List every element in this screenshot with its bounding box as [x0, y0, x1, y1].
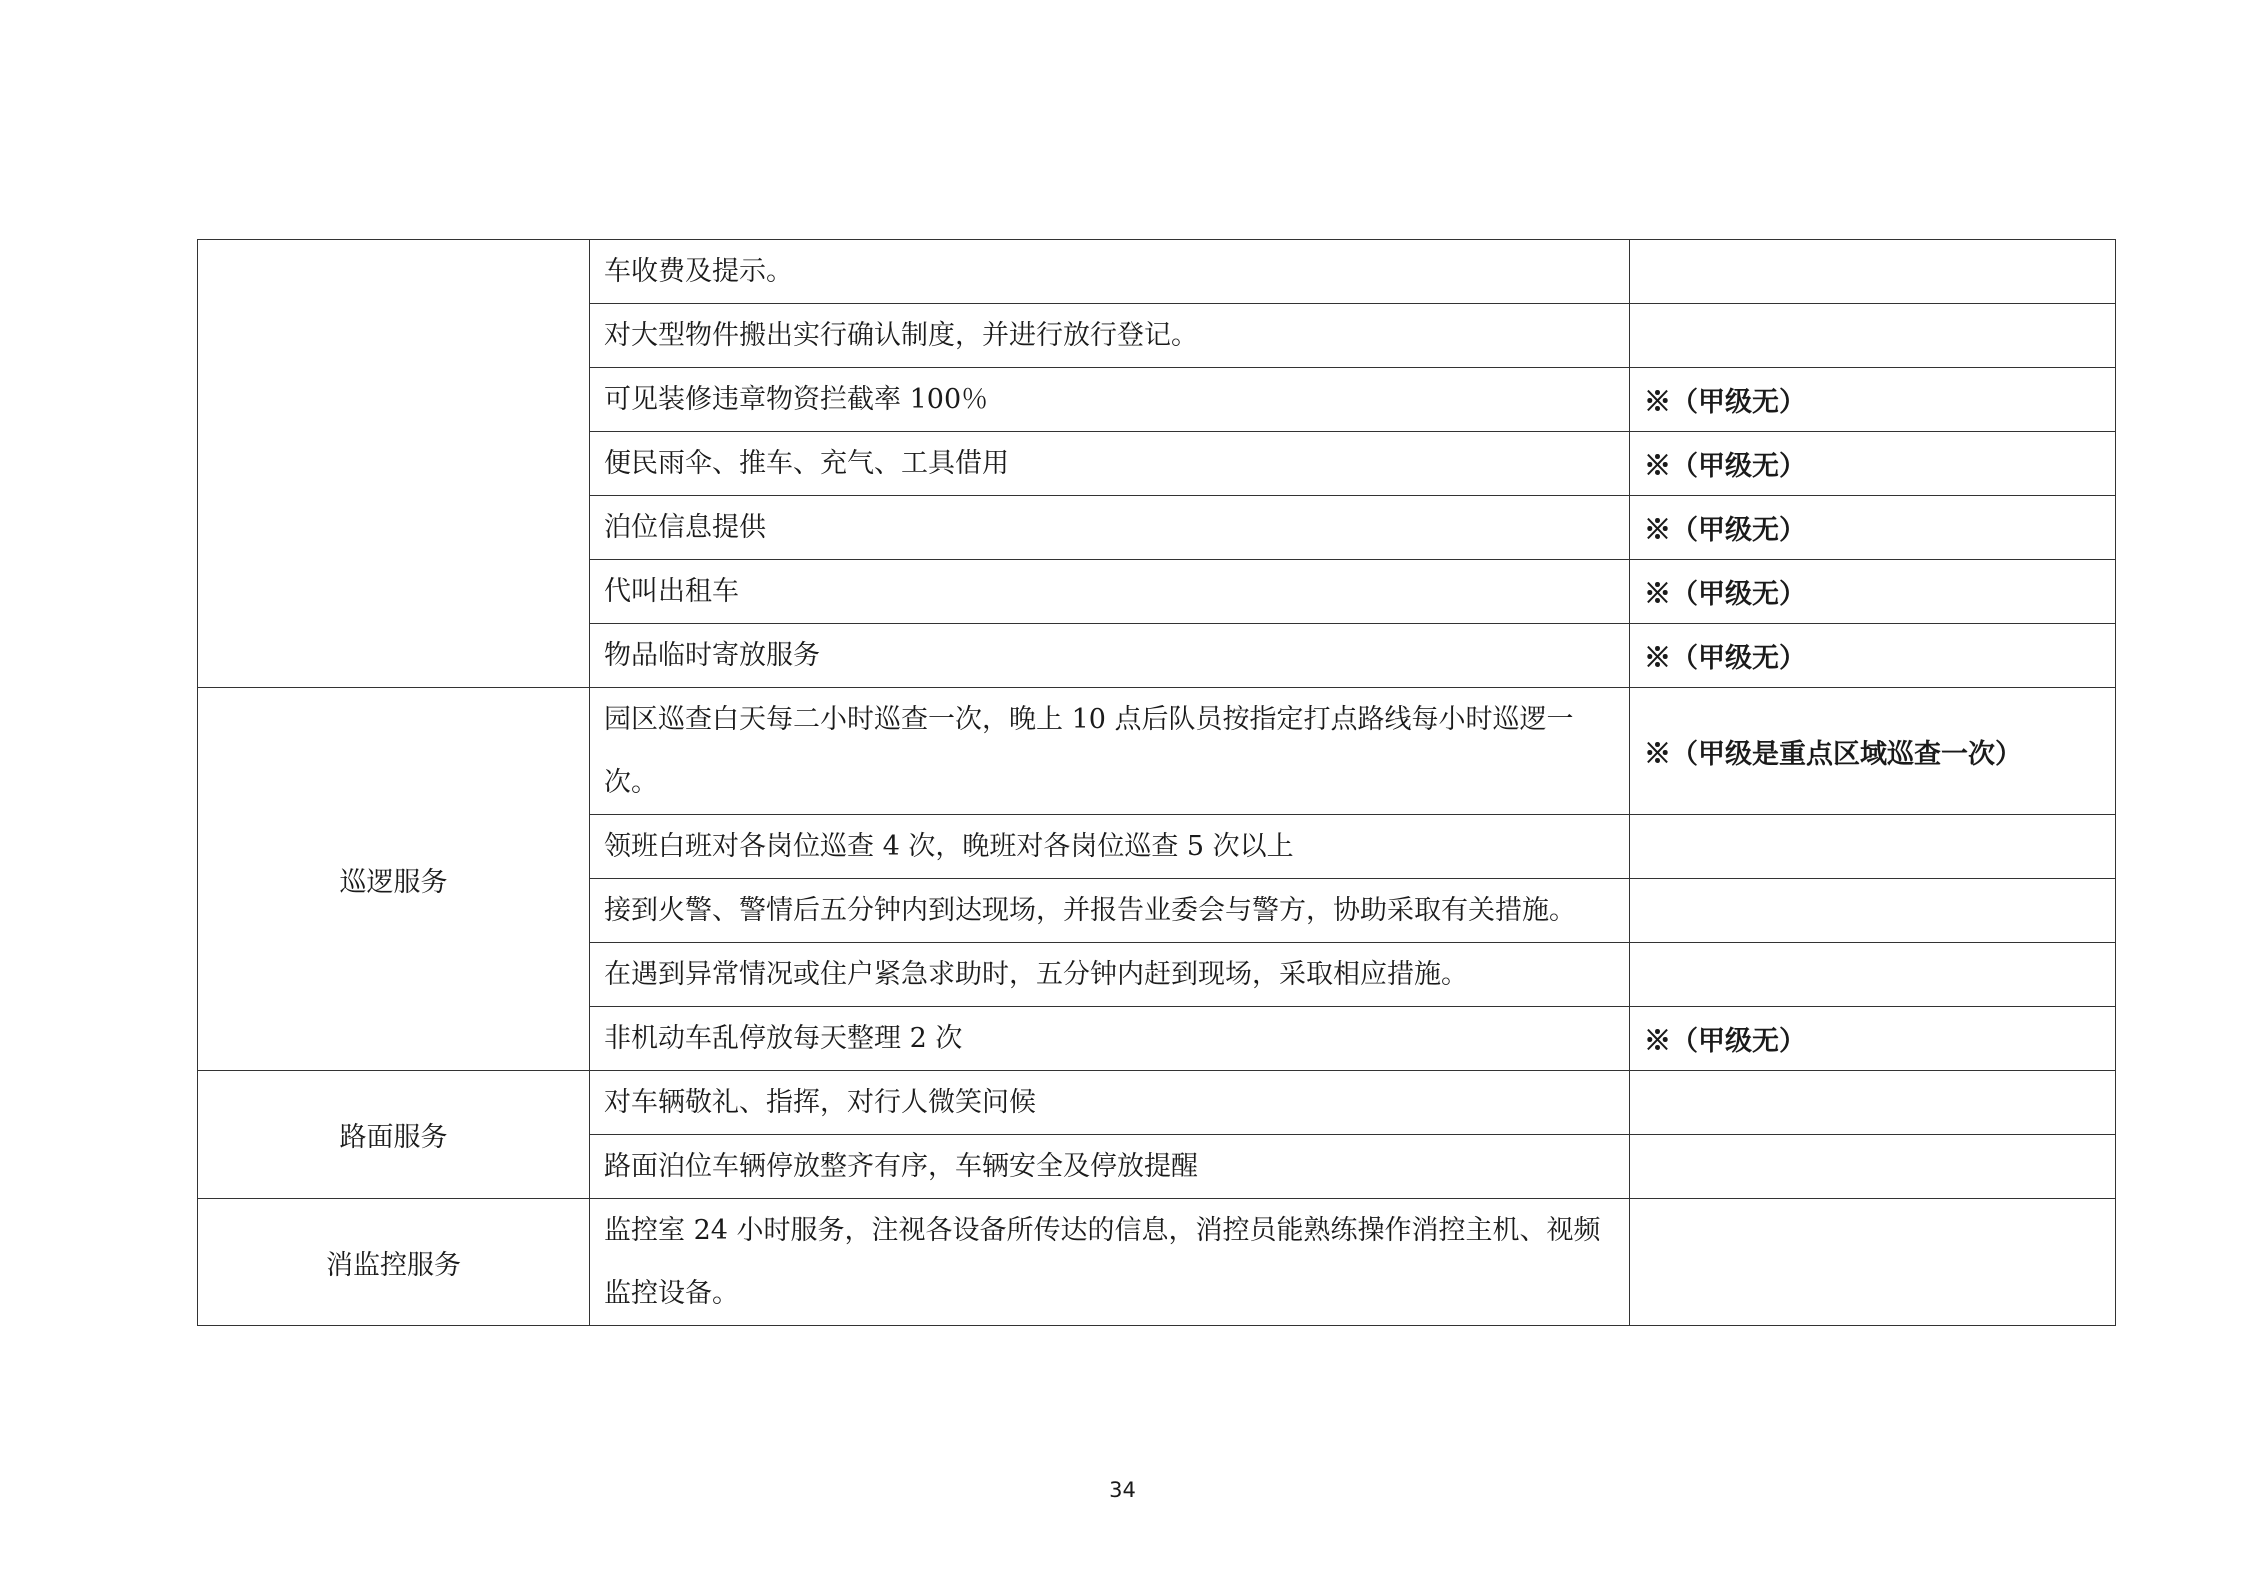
- note-cell: [1630, 879, 2116, 943]
- note-cell: [1630, 240, 2116, 304]
- category-cell: [198, 240, 590, 688]
- category-cell-road: 路面服务: [198, 1071, 590, 1199]
- description-cell: 路面泊位车辆停放整齐有序，车辆安全及停放提醒: [590, 1135, 1630, 1199]
- note-cell: ※（甲级无）: [1630, 624, 2116, 688]
- note-cell: ※（甲级无）: [1630, 496, 2116, 560]
- description-cell: 监控室 24 小时服务，注视各设备所传达的信息，消控员能熟练操作消控主机、视频监控设备。: [590, 1199, 1630, 1326]
- note-cell: ※（甲级无）: [1630, 1007, 2116, 1071]
- description-cell: 车收费及提示。: [590, 240, 1630, 304]
- note-cell: ※（甲级无）: [1630, 368, 2116, 432]
- category-cell-monitoring: 消监控服务: [198, 1199, 590, 1326]
- note-cell: [1630, 1199, 2116, 1326]
- description-cell: 便民雨伞、推车、充气、工具借用: [590, 432, 1630, 496]
- description-cell: 非机动车乱停放每天整理 2 次: [590, 1007, 1630, 1071]
- note-cell: ※（甲级是重点区域巡查一次）: [1630, 688, 2116, 815]
- description-cell: 代叫出租车: [590, 560, 1630, 624]
- table-row: [198, 688, 2116, 815]
- note-cell: [1630, 1071, 2116, 1135]
- description-cell: 在遇到异常情况或住户紧急求助时，五分钟内赶到现场，采取相应措施。: [590, 943, 1630, 1007]
- table-row: [198, 1071, 2116, 1135]
- service-standards-table: [197, 239, 2116, 1326]
- description-cell: 对大型物件搬出实行确认制度，并进行放行登记。: [590, 304, 1630, 368]
- table-row: [198, 1199, 2116, 1326]
- note-cell: [1630, 943, 2116, 1007]
- table-row: [198, 240, 2116, 304]
- description-cell: 对车辆敬礼、指挥，对行人微笑问候: [590, 1071, 1630, 1135]
- description-cell: 泊位信息提供: [590, 496, 1630, 560]
- description-cell: 接到火警、警情后五分钟内到达现场，并报告业委会与警方，协助采取有关措施。: [590, 879, 1630, 943]
- note-cell: [1630, 815, 2116, 879]
- description-cell: 领班白班对各岗位巡查 4 次，晚班对各岗位巡查 5 次以上: [590, 815, 1630, 879]
- note-cell: ※（甲级无）: [1630, 432, 2116, 496]
- note-cell: [1630, 1135, 2116, 1199]
- description-cell: 物品临时寄放服务: [590, 624, 1630, 688]
- note-cell: ※（甲级无）: [1630, 560, 2116, 624]
- description-cell: 园区巡查白天每二小时巡查一次，晚上 10 点后队员按指定打点路线每小时巡逻一次。: [590, 688, 1630, 815]
- note-cell: [1630, 304, 2116, 368]
- description-cell: 可见装修违章物资拦截率 100％: [590, 368, 1630, 432]
- page-number: 34: [1109, 1478, 1136, 1502]
- category-cell-patrol: 巡逻服务: [198, 688, 590, 1071]
